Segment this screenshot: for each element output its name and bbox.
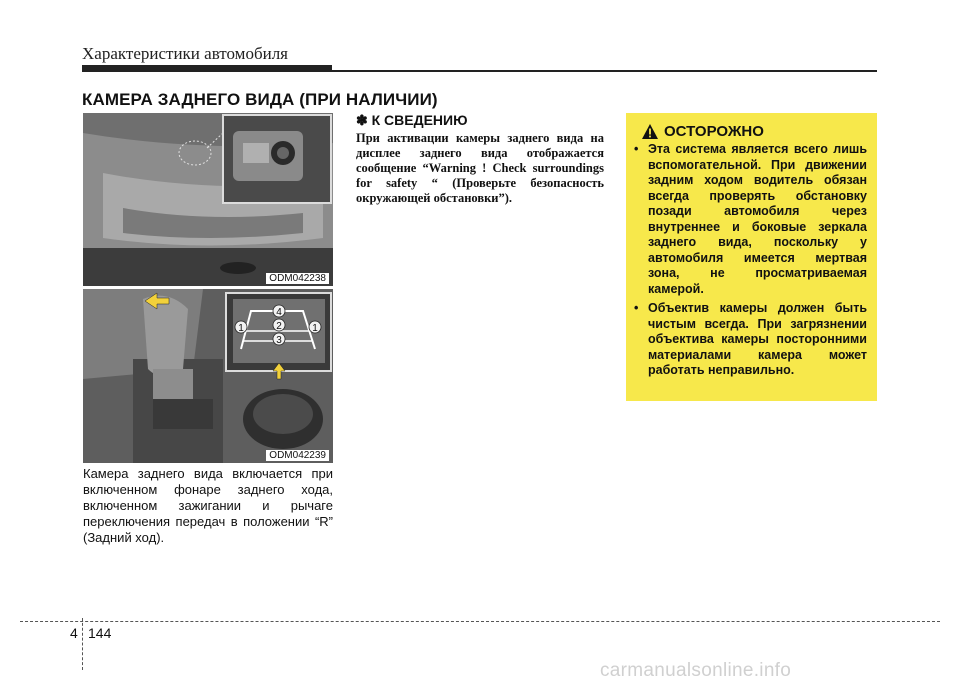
asterisk-icon: ✽: [356, 112, 368, 128]
warning-box: [626, 113, 877, 401]
info-title: К СВЕДЕНИЮ: [371, 112, 468, 128]
page-title: КАМЕРА ЗАДНЕГО ВИДА (ПРИ НАЛИЧИИ): [82, 90, 438, 109]
chapter-number: 4: [70, 625, 78, 641]
figure-gear-lever-photo: [83, 289, 333, 463]
gear-lever-illustration: [83, 289, 333, 463]
page-number: 144: [88, 625, 112, 641]
list-item: • Эта система является всего лишь вспомогательной. При движении задним ходом водитель обязан всегда проверять обстановку позади автомобиля через внутреннее и боковые зеркала заднего вида, поскольку у автомобиля имеется мертвая зона, не просматриваемая камерой.: [634, 142, 867, 296]
footer-divider: [82, 618, 83, 670]
figure-code: ODM042239: [266, 450, 329, 461]
callout-1-right: 1: [312, 323, 318, 334]
bullet-icon: •: [634, 301, 639, 315]
warning-heading: [642, 123, 867, 140]
warning-triangle-icon: [642, 124, 658, 139]
bullet-icon: •: [634, 142, 639, 156]
section-header: Характеристики автомобиля: [82, 44, 288, 63]
callout-3: 3: [276, 335, 282, 346]
callout-1-left: 1: [238, 323, 244, 334]
watermark: carmanualsonline.info: [600, 660, 792, 681]
figure-rear-camera-photo: [83, 113, 333, 286]
figure-code: ODM042238: [266, 273, 329, 284]
info-heading: [356, 112, 468, 129]
info-text: При активации камеры заднего вида на дисплее заднего вида отображается сообщение “Warning ! Check surroundings for safety “ (Проверьте безопасность окружающей обстановки”).: [356, 131, 604, 205]
callout-4: 4: [276, 307, 282, 318]
warning-list: [634, 142, 867, 379]
rear-car-illustration: [83, 113, 333, 286]
footer-rule: [20, 621, 940, 622]
figure-caption: Камера заднего вида включается при включенном фонаре заднего хода, включенном зажигании и рычаге переключения передач в положении “R” (Задний ход).: [83, 466, 333, 545]
header-rule-thin: [82, 70, 877, 72]
warning-title: ОСТОРОЖНО: [664, 123, 764, 140]
list-item: • Объектив камеры должен быть чистым всегда. При загрязнении объектива камеры посторонними материалами камера может работать неправильно.: [634, 301, 867, 377]
callout-2: 2: [276, 321, 282, 332]
